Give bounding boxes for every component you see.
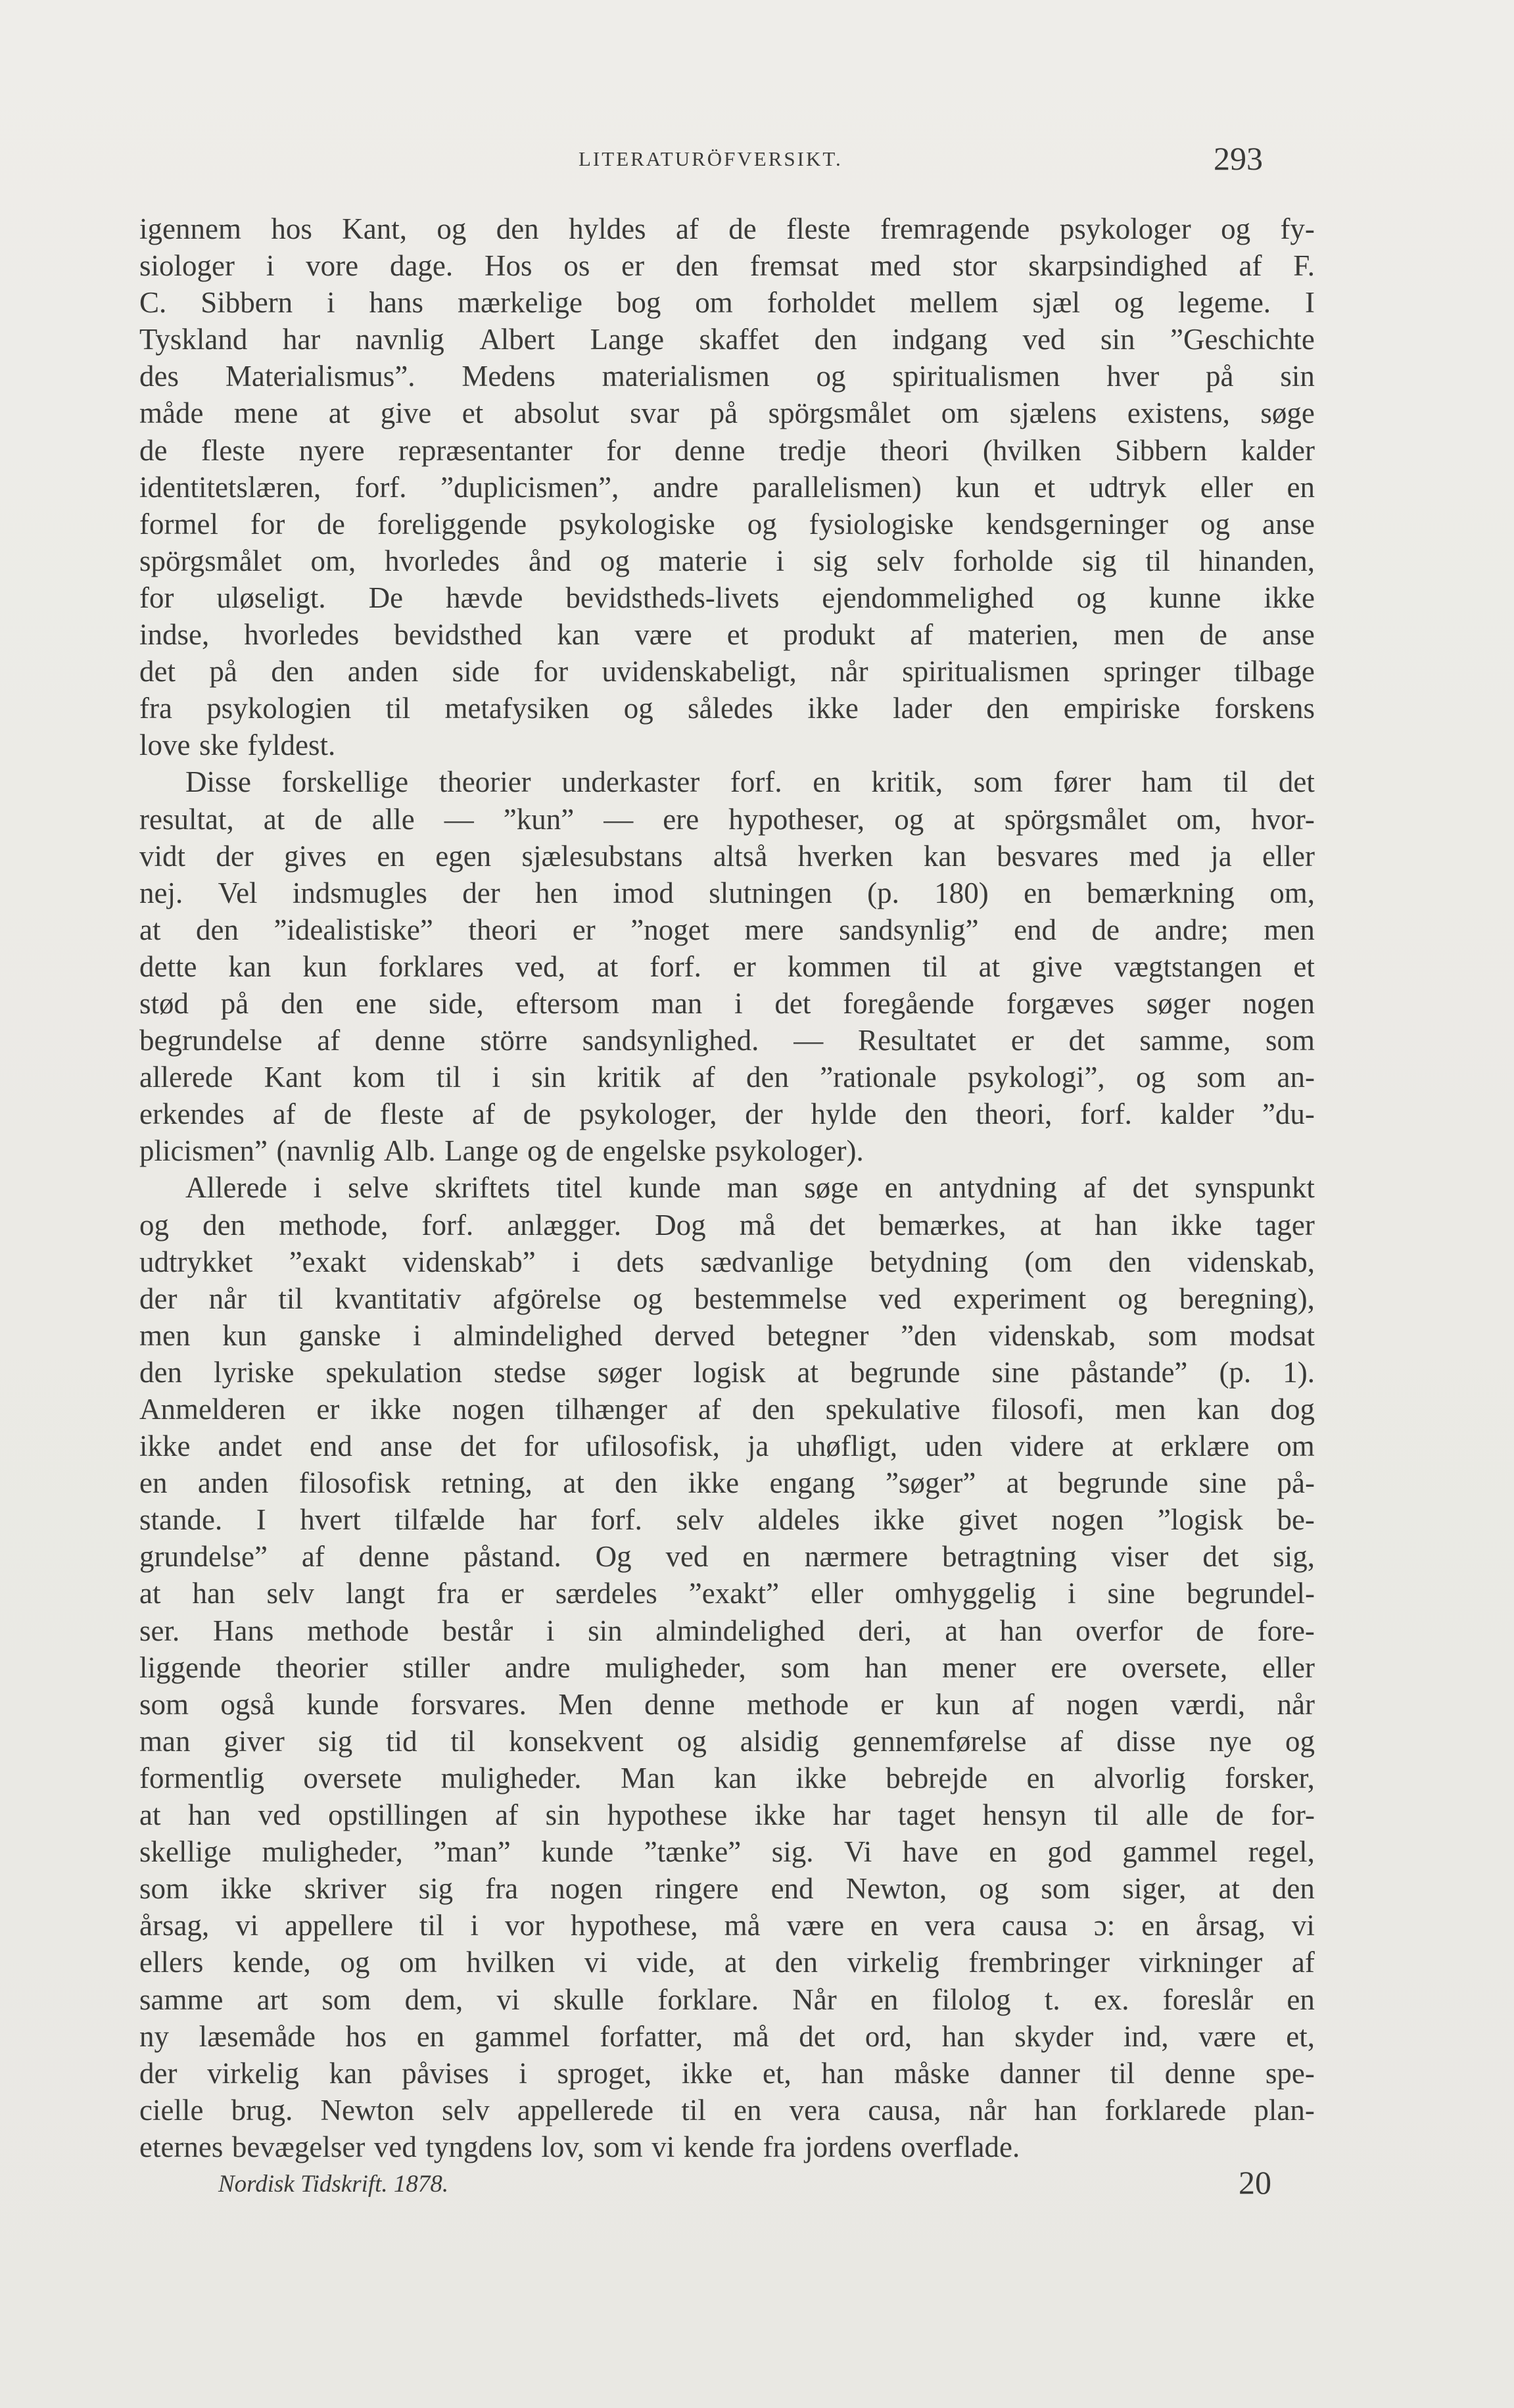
text-line: Anmelderen er ikke nogen tilhænger af den spekulative filosofi, men kan dog	[139, 1393, 1315, 1426]
text-line: Tyskland har navnlig Albert Lange skaffet den indgang ved sin ”Geschichte	[139, 323, 1315, 356]
text-line: samme art som dem, vi skulle forklare. Når en filolog t. ex. foreslår en	[139, 1983, 1315, 2016]
text-line: men kun ganske i almindelighed derved betegner ”den videnskab, som modsat	[139, 1318, 1315, 1352]
text-line: C. Sibbern i hans mærkelige bog om forholdet mellem sjæl og legeme. I	[139, 286, 1315, 320]
text-line: som også kunde forsvares. Men denne methode er kun af nogen værdi, når	[139, 1687, 1315, 1721]
page-footer	[0, 2163, 1514, 2209]
body-text	[139, 210, 1315, 2165]
text-line: grundelse” af denne påstand. Og ved en nærmere betragtning viser det sig,	[139, 1540, 1315, 1574]
text-line: det på den anden side for uvidenskabeligt, når spiritualismen springer tilbage	[139, 655, 1315, 688]
text-line: eternes bevægelser ved tyngdens lov, som vi kende fra jordens overflade.	[139, 2130, 1020, 2163]
text-line: love ske fyldest.	[139, 729, 336, 762]
running-title: LITERATURÖFVERSIKT.	[579, 147, 843, 170]
text-line: at den ”idealistiske” theori er ”noget mere sandsynlig” end de andre; men	[139, 913, 1315, 946]
text-line: der når til kvantitativ afgörelse og bestemmelse ved experiment og beregning),	[139, 1282, 1315, 1315]
text-line: og den methode, forf. anlægger. Dog må det bemærkes, at han ikke tager	[139, 1208, 1315, 1241]
paragraph	[139, 1169, 1315, 2165]
text-line: at han selv langt fra er særdeles ”exakt” eller omhyggelig i sine begrundel-	[139, 1577, 1315, 1610]
text-line: spörgsmålet om, hvorledes ånd og materie i sig selv forholde sig til hinanden,	[139, 544, 1315, 577]
text-line: udtrykket ”exakt videnskab” i dets sædvanlige betydning (om den videnskab,	[139, 1245, 1315, 1278]
text-line: resultat, at de alle — ”kun” — ere hypotheser, og at spörgsmålet om, hvor-	[139, 802, 1315, 836]
text-line: måde mene at give et absolut svar på spörgsmålet om sjælens existens, søge	[139, 397, 1315, 430]
text-line: igennem hos Kant, og den hyldes af de fleste fremragende psykologer og fy-	[139, 212, 1315, 245]
text-line: at han ved opstillingen af sin hypothese ikke har taget hensyn til alle de for-	[139, 1798, 1315, 1832]
text-line: der virkelig kan påvises i sproget, ikke et, han måske danner til denne spe-	[139, 2056, 1315, 2090]
text-line: allerede Kant kom til i sin kritik af den ”rationale psykologi”, og som an-	[139, 1061, 1315, 1094]
sheet-number: 20	[1239, 2164, 1271, 2201]
text-line: begrundelse af denne större sandsynlighed. — Resultatet er det samme, som	[139, 1024, 1315, 1057]
text-line: dette kan kun forklares ved, at forf. er kommen til at give vægtstangen et	[139, 950, 1315, 983]
text-line: som ikke skriver sig fra nogen ringere end Newton, og som siger, at den	[139, 1872, 1315, 1906]
text-line: man giver sig tid til konsekvent og alsidig gennemførelse af disse nye og	[139, 1724, 1315, 1758]
text-line: Allerede i selve skriftets titel kunde man søge en antydning af det synspunkt	[185, 1171, 1315, 1205]
text-line: cielle brug. Newton selv appellerede til en vera causa, når han forklarede plan-	[139, 2093, 1315, 2127]
text-line: ikke andet end anse det for ufilosofisk, ja uhøfligt, uden videre at erklære om	[139, 1430, 1315, 1463]
text-line: Disse forskellige theorier underkaster forf. en kritik, som fører ham til det	[185, 765, 1315, 799]
page-header	[0, 139, 1514, 179]
paragraph	[139, 210, 1315, 763]
text-line: fra psykologien til metafysiken og således ikke lader den empiriske forskens	[139, 692, 1315, 725]
text-line: ny læsemåde hos en gammel forfatter, må det ord, han skyder ind, være et,	[139, 2019, 1315, 2053]
text-line: for uløseligt. De hævde bevidstheds-livets ejendommelighed og kunne ikke	[139, 581, 1315, 614]
text-line: nej. Vel indsmugles der hen imod slutningen (p. 180) en bemærkning om,	[139, 876, 1315, 909]
text-line: årsag, vi appellere til i vor hypothese, må være en vera causa ɔ: en årsag, vi	[139, 1909, 1315, 1942]
journal-signature: Nordisk Tidskrift. 1878.	[218, 2171, 449, 2198]
text-line: formentlig oversete muligheder. Man kan ikke bebrejde en alvorlig forsker,	[139, 1761, 1315, 1794]
text-line: den lyriske spekulation stedse søger logisk at begrunde sine påstande” (p. 1).	[139, 1355, 1315, 1389]
text-line: skellige muligheder, ”man” kunde ”tænke” sig. Vi have en god gammel regel,	[139, 1835, 1315, 1869]
text-line: stande. I hvert tilfælde har forf. selv aldeles ikke givet nogen ”logisk be-	[139, 1503, 1315, 1537]
text-line: vidt der gives en egen sjælesubstans altså hverken kan besvares med ja eller	[139, 839, 1315, 873]
page-number: 293	[1214, 140, 1263, 177]
text-line: des Materialismus”. Medens materialismen og spiritualismen hver på sin	[139, 360, 1315, 393]
text-line: siologer i vore dage. Hos os er den fremsat med stor skarpsindighed af F.	[139, 249, 1315, 283]
text-line: ellers kende, og om hvilken vi vide, at den virkelig frembringer virkninger af	[139, 1946, 1315, 1979]
text-line: en anden filosofisk retning, at den ikke engang ”søger” at begrunde sine på-	[139, 1466, 1315, 1500]
text-line: erkendes af de fleste af de psykologer, der hylde den theori, forf. kalder ”du-	[139, 1097, 1315, 1131]
text-line: de fleste nyere repræsentanter for denne tredje theori (hvilken Sibbern kalder	[139, 433, 1315, 467]
text-line: liggende theorier stiller andre muligheder, som han mener ere oversete, eller	[139, 1650, 1315, 1684]
text-line: plicismen” (navnlig Alb. Lange og de engelske psykologer).	[139, 1134, 864, 1168]
text-line: identitetslæren, forf. ”duplicismen”, andre parallelismen) kun et udtryk eller en	[139, 470, 1315, 504]
text-line: formel for de foreliggende psykologiske og fysiologiske kendsgerninger og anse	[139, 507, 1315, 541]
paragraph	[139, 763, 1315, 1169]
text-line: ser. Hans methode består i sin almindelighed deri, at han overfor de fore-	[139, 1614, 1315, 1647]
text-line: stød på den ene side, eftersom man i det foregående forgæves søger nogen	[139, 986, 1315, 1020]
text-line: indse, hvorledes bevidsthed kan være et produkt af materien, men de anse	[139, 618, 1315, 652]
